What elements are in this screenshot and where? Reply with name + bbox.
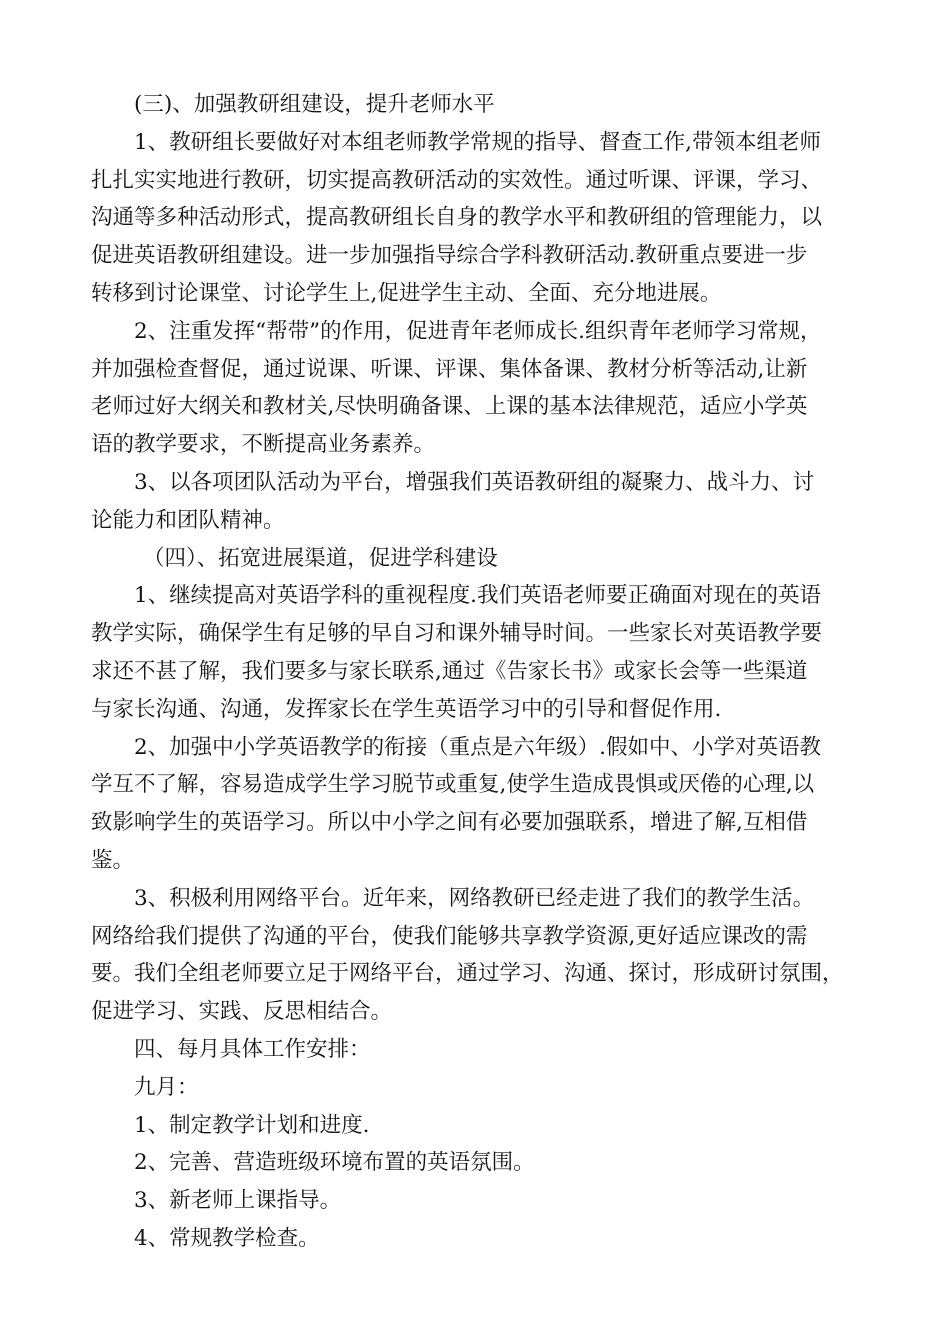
section-heading [91, 1031, 859, 1069]
list-item [91, 1182, 859, 1220]
list-item [91, 1144, 859, 1182]
paragraph-line: 转移到讨论课堂、讨论学生上,促进学生主动、全面、充分地进展。 [91, 280, 722, 306]
paragraph-line: 与家长沟通、沟通，发挥家长在学生英语学习中的引导和督促作用. [91, 696, 722, 722]
paragraph [91, 729, 859, 880]
paragraph-line: 鉴。 [91, 847, 135, 873]
list-item-line: 4、常规教学检查。 [134, 1225, 320, 1251]
section-heading-line: (三)、加强教研组建设，提升老师水平 [134, 92, 495, 117]
paragraph-line: 沟通等多种活动形式，提高教研组长自身的教学水平和教研组的管理能力，以 [91, 205, 823, 231]
month-heading-line: 九月： [134, 1074, 199, 1100]
list-item [91, 1107, 859, 1145]
paragraph-line: 1、教研组长要做好对本组老师教学常规的指导、督查工作,带领本组老师 [134, 129, 822, 155]
paragraph-line: 论能力和团队精神。 [91, 507, 285, 533]
paragraph-line: 1、继续提高对英语学科的重视程度.我们英语老师要正确面对现在的英语 [134, 583, 822, 609]
paragraph-line: 促进英语教研组建设。进一步加强指导综合学科教研活动.教研重点要进一步 [91, 243, 808, 269]
paragraph [91, 313, 859, 464]
paragraph [91, 577, 859, 728]
paragraph [91, 880, 859, 1031]
paragraph-line: 扎扎实实地进行教研，切实提高教研活动的实效性。通过听课、评课，学习、 [91, 167, 823, 193]
document-body [91, 86, 859, 1258]
list-item-line: 2、完善、营造班级环境布置的英语氛围。 [134, 1150, 535, 1176]
paragraph-line: 3、以各项团队活动为平台，增强我们英语教研组的凝聚力、战斗力、讨 [134, 469, 815, 495]
paragraph-line: 学互不了解，容易造成学生学习脱节或重复,使学生造成畏惧或厌倦的心理,以 [91, 772, 815, 798]
paragraph-line: 求还不甚了解，我们要多与家长联系,通过《告家长书》或家长会等一些渠道 [91, 658, 808, 684]
paragraph-line: 语的教学要求，不断提高业务素养。 [91, 432, 436, 458]
paragraph-line: 2、加强中小学英语教学的衔接（重点是六年级）.假如中、小学对英语教 [134, 734, 822, 760]
paragraph [91, 464, 859, 540]
paragraph-line: 并加强检查督促，通过说课、听课、评课、集体备课、教材分析等活动,让新 [91, 356, 808, 382]
paragraph-line: 要。我们全组老师要立足于网络平台，通过学习、沟通、探讨，形成研讨氛围， [91, 961, 844, 987]
list-item-line: 3、新老师上课指导。 [134, 1188, 342, 1214]
paragraph-line: 网络给我们提供了沟通的平台，使我们能够共享教学资源,更好适应课改的需 [91, 923, 808, 949]
section-heading-line: 四、每月具体工作安排： [134, 1036, 371, 1062]
paragraph-line: 致影响学生的英语学习。所以中小学之间有必要加强联系，增进了解,互相借 [91, 810, 808, 836]
month-heading [91, 1069, 859, 1107]
paragraph [91, 124, 859, 313]
list-item-line: 1、制定教学计划和进度. [134, 1112, 370, 1138]
section-heading-line: （四）、拓宽进展渠道，促进学科建设 [143, 545, 498, 571]
paragraph-line: 2、注重发挥“帮带”的作用，促进青年老师成长.组织青年老师学习常规， [134, 318, 822, 344]
list-item [91, 1220, 859, 1258]
section-heading [91, 540, 859, 578]
paragraph-line: 促进学习、实践、反思相结合。 [91, 999, 393, 1025]
paragraph-line: 3、积极利用网络平台。近年来，网络教研已经走进了我们的教学生活。 [134, 885, 815, 911]
section-heading [91, 86, 859, 124]
paragraph-line: 老师过好大纲关和教材关,尽快明确备课、上课的基本法律规范，适应小学英 [91, 394, 808, 420]
paragraph-line: 教学实际，确保学生有足够的早自习和课外辅导时间。一些家长对英语教学要 [91, 621, 823, 647]
